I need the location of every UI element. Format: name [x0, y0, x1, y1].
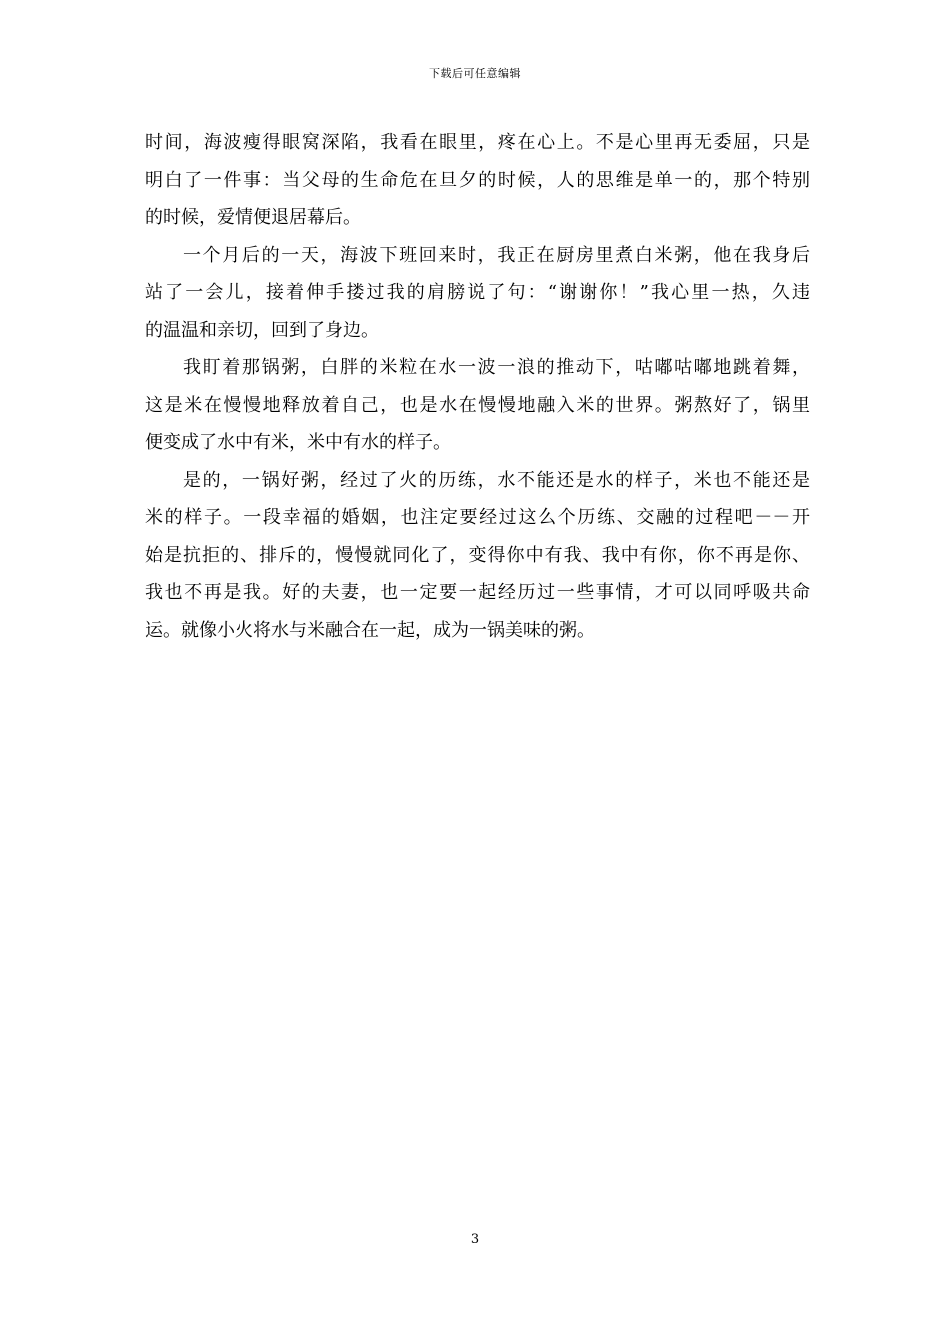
paragraph-line: 我盯着那锅粥，白胖的米粒在水一波一浪的推动下，咕嘟咕嘟地跳着舞，	[183, 357, 810, 378]
page-header: 下载后可任意编辑	[429, 67, 521, 80]
page-number: 3	[470, 1232, 480, 1247]
paragraph-line: 是的，一锅好粥，经过了火的历练，水不能还是水的样子，米也不能还是	[183, 469, 810, 491]
paragraph-line: 站了一会儿，接着伸手搂过我的肩膀说了句：“谢谢你！”我心里一热，久违	[145, 282, 810, 303]
body-text	[145, 124, 810, 649]
paragraph-line: 这是米在慢慢地释放着自己，也是水在慢慢地融入米的世界。粥熬好了，锅里	[145, 394, 810, 416]
paragraph-line: 便变成了水中有米，米中有水的样子。	[145, 432, 451, 453]
paragraph-line: 明白了一件事：当父母的生命危在旦夕的时候，人的思维是单一的，那个特别	[145, 169, 810, 191]
paragraph-line: 米的样子。一段幸福的婚姻，也注定要经过这么个历练、交融的过程吧－－开	[145, 507, 810, 528]
paragraph-line: 运。就像小火将水与米融合在一起，成为一锅美味的粥。	[145, 619, 595, 641]
paragraph-line: 一个月后的一天，海波下班回来时，我正在厨房里煮白米粥，他在我身后	[183, 244, 810, 266]
paragraph-line: 的时候，爱情便退居幕后。	[145, 207, 361, 228]
paragraph-line: 的温温和亲切，回到了身边。	[145, 319, 379, 341]
paragraph-line: 始是抗拒的、排斥的，慢慢就同化了，变得你中有我、我中有你，你不再是你、	[145, 544, 810, 566]
paragraph-line: 我也不再是我。好的夫妻，也一定要一起经历过一些事情，才可以同呼吸共命	[145, 582, 810, 603]
paragraph-line: 时间，海波瘦得眼窝深陷，我看在眼里，疼在心上。不是心里再无委屈，只是	[145, 132, 810, 153]
